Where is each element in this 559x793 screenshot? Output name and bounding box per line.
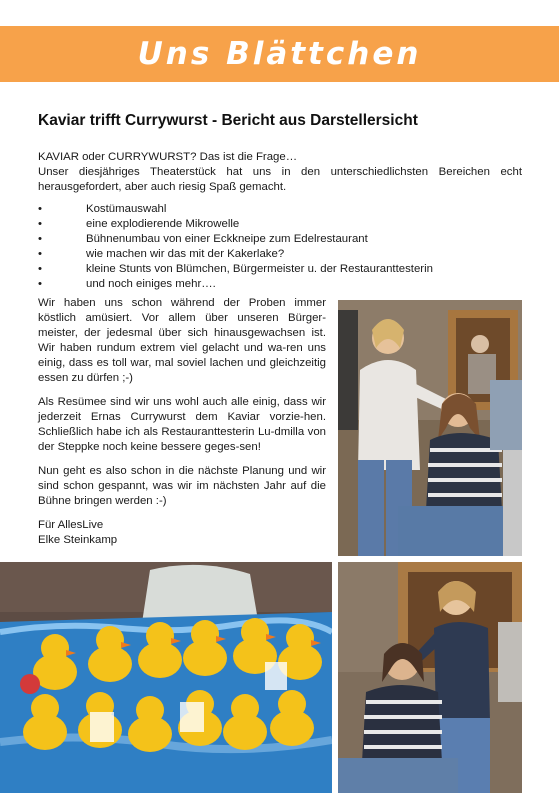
bullet-icon: • [38,278,42,290]
list-item [38,247,522,262]
bullet-icon: • [38,203,42,215]
paragraph-outlook: Nun geht es also schon in die nächste Planung und wir sind schon gespannt, was wir im nächsten Jahr auf die Bühne bringen werden :-) [38,465,326,507]
bullet-icon: • [38,263,42,275]
paragraph-resume: Als Resümee sind wir uns wohl auch alle einig, dass wir jederzeit Ernas Currywurst dem Kaviar vorzie-hen. Schließlich habe ich als Restauranttesterin Lu-dmilla von der Steppke noch keine bessere geges-sen! [38,396,326,453]
photo-rubber-ducks [0,562,332,793]
article-title: Kaviar trifft Currywurst - Bericht aus Darstellersicht [38,112,418,129]
intro-text: Unser diesjähriges Theaterstück hat uns in den unterschiedlichsten Bereichen echt herausgefordert, aber auch riesig Spaß gemacht. [38,166,522,193]
list-item [38,277,522,292]
article-intro [38,150,522,195]
photo-hairdressing [338,562,522,793]
header-banner [0,26,559,82]
list-item [38,202,522,217]
list-item [38,232,522,247]
list-item-text: Kostümauswahl [86,203,167,215]
intro-question: KAVIAR oder CURRYWURST? Das ist die Frage… [38,151,298,163]
list-item-text: kleine Stunts von Blümchen, Bürgermeister u. der Restauranttesterin [86,263,433,275]
bullet-icon: • [38,233,42,245]
photo-makeup [338,300,522,556]
list-item-text: eine explodierende Mikrowelle [86,218,240,230]
bullet-icon: • [38,248,42,260]
list-item [38,217,522,232]
list-item [38,262,522,277]
paragraph-rehearsals: Wir haben uns schon während der Proben immer köstlich amüsiert. Vor allem über unseren Bürger-meister, der jedesmal über sich hinausgewachsen ist. Wir haben rundum extrem viel gelacht und wa-ren uns einig, dass es toll war, mal soviel lachen und gleichzeitig essen zu dürfen ;-) [38,297,326,384]
highlights-list [38,202,522,292]
list-item-text: und noch einiges mehr…. [86,278,216,290]
newsletter-title: Uns Blättchen [137,36,422,72]
article-body [38,296,326,548]
signature-author: Elke Steinkamp [38,534,118,546]
signature-org: Für AllesLive [38,519,104,531]
list-item-text: wie machen wir das mit der Kakerlake? [86,248,285,260]
list-item-text: Bühnenumbau von einer Eckkneipe zum Edelrestaurant [86,233,368,245]
bullet-icon: • [38,218,42,230]
